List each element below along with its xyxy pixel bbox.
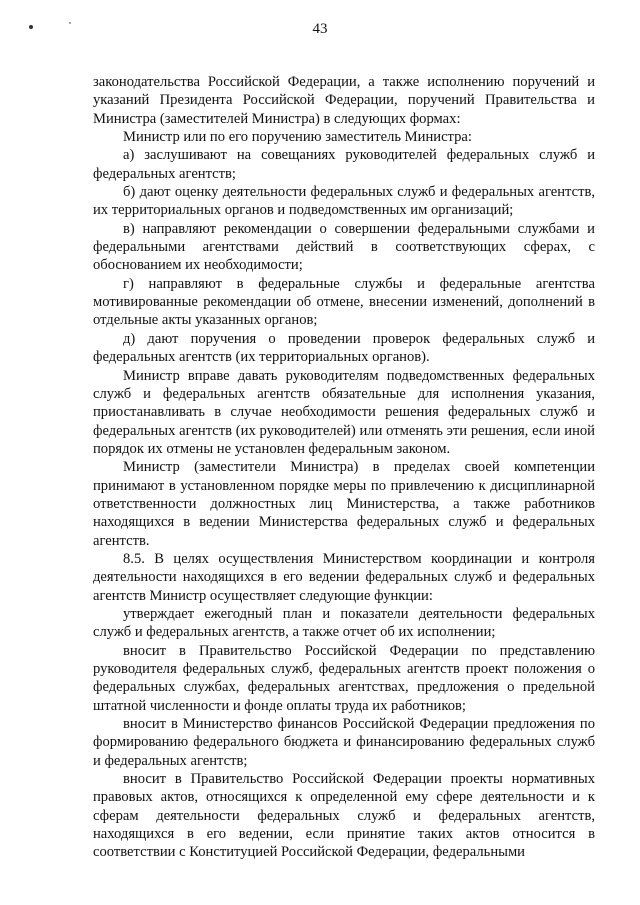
paragraph: г) направляют в федеральные службы и федеральные агентства мотивированные рекомендации об отмене, внесении изменений, дополнений в отдельные акты указанных органов;: [93, 275, 595, 329]
paragraph: вносит в Министерство финансов Российской Федерации предложения по формированию федерального бюджета и финансированию федеральных служб и федеральных агентств;: [93, 716, 595, 769]
paragraph: 8.5. В целях осуществления Министерством координации и контроля деятельности находящихся в его ведении федеральных служб и федеральных агентств Министр осуществляет следующие функции:: [93, 550, 595, 604]
paragraph: Министр вправе давать руководителям подведомственных федеральных служб и федеральных агентств обязательные для исполнения указания, приостанавливать в случае необходимости решения федеральных служб и федеральных агентств (их руководителей) или отменять эти решения, если иной порядок их отмены не установлен федеральным законом.: [93, 367, 595, 457]
paragraph: вносит в Правительство Российской Федерации проекты нормативных правовых актов, относящихся к определенной ему сфере деятельности и к сферам деятельности федеральных служб и федеральных агентств, находящихся в его ведении, если принятие таких актов относится в соответствии с Конституцией Российской Федерации, федеральными: [93, 771, 595, 861]
paragraph: вносит в Правительство Российской Федерации по представлению руководителя федеральных служб, федеральных агентств проект положения о федеральных службах, федеральных агентствах, предложения о предельной штатной численности и фонде оплаты труда их работников;: [93, 642, 595, 714]
page-number: 43: [312, 21, 328, 37]
paragraph: Министр или по его поручению заместитель Министра:: [123, 129, 472, 146]
paragraph: утверждает ежегодный план и показатели деятельности федеральных служб и федеральных агентств, а также отчет об их исполнении;: [93, 605, 595, 641]
paragraph: б) дают оценку деятельности федеральных служб и федеральных агентств, их территориальных органов и подведомственных им организаций;: [93, 184, 595, 219]
paragraph: д) дают поручения о проведении проверок федеральных служб и федеральных агентств (их территориальных органов).: [93, 330, 595, 366]
paragraph: в) направляют рекомендации о совершении федеральными службами и федеральными агентствами действий в соответствующих сферах, с обоснованием их необходимости;: [93, 220, 595, 274]
paragraph: законодательства Российской Федерации, а также исполнению поручений и указаний Президента Российской Федерации, поручений Правительства и Министра (заместителей Министра) в следующих формах:: [93, 74, 595, 127]
document-body: [93, 73, 595, 862]
paragraph: Министр (заместители Министра) в пределах своей компетенции принимают в установленном порядке меры по привлечению к дисциплинарной ответственности должностных лиц Министерства, а также работников находящихся в ведении Министерства федеральных служб и федеральных агентств.: [93, 459, 595, 549]
paragraph: а) заслушивают на совещаниях руководителей федеральных служб и федеральных агентств;: [93, 147, 595, 182]
